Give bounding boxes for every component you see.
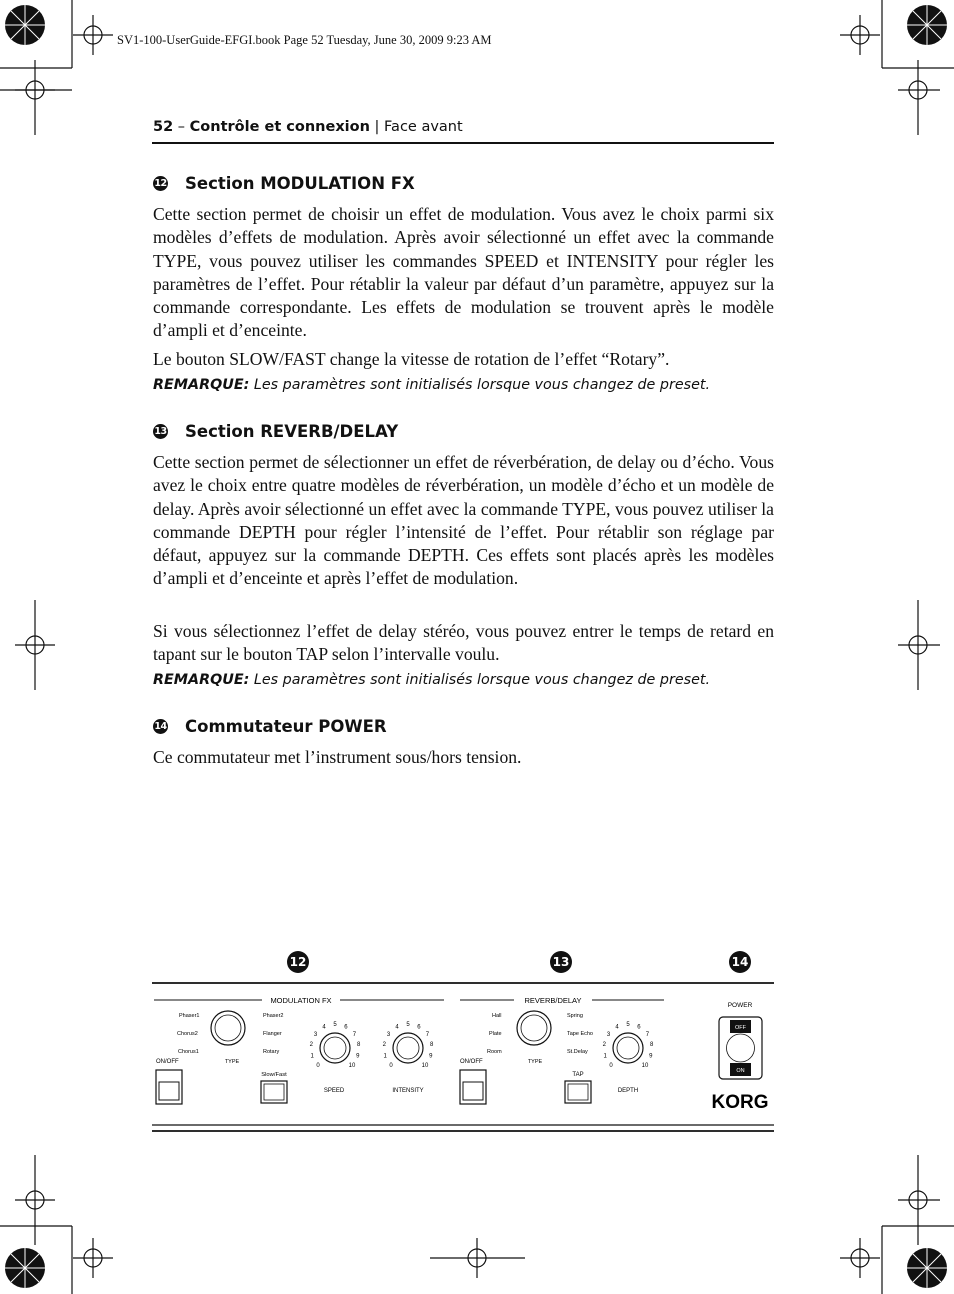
knob-scale-label: 0 <box>609 1063 613 1069</box>
header-dash: – <box>173 119 190 135</box>
section-title-reverb <box>153 422 398 441</box>
mod-type-option: Phaser2 <box>263 1013 284 1019</box>
callout-14: 14 <box>729 951 751 973</box>
knob-scale-label: 10 <box>348 1063 356 1069</box>
power-on-label: ON <box>736 1068 745 1074</box>
rev-type-option: Plate <box>489 1031 502 1037</box>
knob-scale-label: 3 <box>386 1031 391 1038</box>
knob-scale-label: 9 <box>649 1053 653 1060</box>
knob-scale-label: 3 <box>606 1031 611 1038</box>
knob-scale-label: 7 <box>645 1031 650 1038</box>
mod-onoff-switch <box>156 1070 182 1104</box>
knob-scale-label: 2 <box>382 1042 386 1049</box>
knob-scale-label: 9 <box>429 1053 433 1060</box>
front-panel-illustration <box>150 980 776 1140</box>
note-text: Les paramètres sont initialisés lorsque vous changez de preset. <box>249 377 711 393</box>
rev-type-option: Spring <box>567 1013 583 1019</box>
mod-type-option: Flanger <box>263 1031 282 1037</box>
modulation-paragraph-2: Le bouton SLOW/FAST change la vitesse de rotation de l’effet “Rotary”. <box>153 349 670 369</box>
rev-onoff-switch <box>460 1070 486 1104</box>
reverb-note <box>153 672 710 688</box>
power-off-label: OFF <box>735 1025 746 1031</box>
power-label: POWER <box>727 1002 753 1009</box>
rev-type-knob <box>517 1011 551 1045</box>
knob-scale-label: 3 <box>313 1031 318 1038</box>
depth-knob <box>613 1033 643 1063</box>
rev-type-option: Tape Echo <box>567 1031 593 1037</box>
power-paragraph: Ce commutateur met l’instrument sous/hors tension. <box>153 747 522 767</box>
knob-scale-label: 0 <box>389 1063 393 1069</box>
note-label: REMARQUE: <box>153 377 250 393</box>
knob-scale-label: 4 <box>395 1024 399 1031</box>
knob-scale-label: 1 <box>310 1053 314 1060</box>
knob-scale-label: 6 <box>344 1024 348 1031</box>
section-title-text: Section MODULATION FX <box>185 174 415 193</box>
mod-type-option: Chorus1 <box>178 1049 199 1055</box>
mod-fx-label: MODULATION FX <box>270 996 332 1005</box>
reverb-paragraph-1: Cette section permet de sélectionner un effet de réverbération, de delay ou d’écho. Vous avez le choix entre quatre modèles de réverbération, un modèle d’écho et un modèle de delay. Après avoir sélectionné un effet avec la commande TYPE, vous pouvez utiliser la commande DEPTH pour régler l’intensité de l’effet. Pour rétablir son réglage par défaut, appuyez sur la commande DEPTH. Ces effets sont placés après les modèles d’ampli et d’enceinte et après l’effet de modulation. <box>153 452 774 589</box>
speed-label: SPEED <box>323 1088 345 1094</box>
section-number-badge: 12 <box>154 178 167 189</box>
page-number: 52 <box>153 119 174 135</box>
note-text: Les paramètres sont initialisés lorsque vous changez de preset. <box>249 672 711 688</box>
knob-scale-label: 10 <box>421 1063 429 1069</box>
section-number-badge: 13 <box>154 426 167 437</box>
mod-type-option: Phaser1 <box>179 1013 200 1019</box>
reverb-paragraph-2: Si vous sélectionnez l’effet de delay stéréo, vous pouvez entrer le temps de retard en tapant sur le bouton TAP selon l’intervalle voulu. <box>153 621 774 665</box>
intensity-label: INTENSITY <box>392 1088 424 1094</box>
knob-scale-label: 2 <box>309 1042 313 1049</box>
mod-type-option: Rotary <box>263 1049 280 1055</box>
modulation-paragraph-1: Cette section permet de choisir un effet de modulation. Vous avez le choix parmi six modèles d’effets de modulation. Après avoir sélectionné un effet avec la commande TYPE, vous pouvez utiliser les commandes SPEED et INTENSITY pour régler les paramètres de l’effet. Pour rétablir la valeur par défaut d’un paramètre, appuyez sur la commande correspondante. Les effets de modulation se trouvent après le modèle d’ampli et d’enceinte. <box>153 204 774 341</box>
knob-scale-label: 0 <box>316 1063 320 1069</box>
rev-type-option: St.Delay <box>567 1049 588 1055</box>
knob-scale-label: 5 <box>333 1022 337 1028</box>
knob-scale-label: 7 <box>352 1031 357 1038</box>
knob-scale-label: 4 <box>615 1024 619 1031</box>
reverb-label: REVERB/DELAY <box>524 996 582 1005</box>
knob-scale-label: 9 <box>356 1053 360 1060</box>
knob-scale-label: 5 <box>406 1022 410 1028</box>
callout-12: 12 <box>287 951 309 973</box>
print-slug: SV1-100-UserGuide-EFGI.book Page 52 Tuesday, June 30, 2009 9:23 AM <box>117 33 492 47</box>
section-title-power <box>153 717 387 736</box>
knob-scale-label: 4 <box>322 1024 326 1031</box>
callout-13: 13 <box>550 951 572 973</box>
rev-onoff-label: ON/OFF <box>460 1059 483 1065</box>
header-subsection: Face avant <box>384 119 463 135</box>
speed-knob <box>320 1033 350 1063</box>
section-title-text: Section REVERB/DELAY <box>185 422 399 441</box>
knob-scale-label: 6 <box>417 1024 421 1031</box>
knob-scale-label: 8 <box>650 1042 654 1049</box>
slow-fast-label: Slow/Fast <box>261 1072 287 1078</box>
mod-type-knob <box>211 1011 245 1045</box>
knob-scale-label: 1 <box>383 1053 387 1060</box>
tap-label: TAP <box>572 1072 584 1078</box>
section-title-modulation <box>153 174 415 193</box>
note-label: REMARQUE: <box>153 672 250 688</box>
running-header <box>153 119 463 135</box>
intensity-knob <box>393 1033 423 1063</box>
knob-scale-label: 10 <box>641 1063 649 1069</box>
korg-logo: KORG <box>711 1092 769 1113</box>
knob-scale-label: 5 <box>626 1022 630 1028</box>
section-number-badge: 14 <box>154 721 167 732</box>
depth-label: DEPTH <box>617 1088 639 1094</box>
modulation-note <box>153 377 710 393</box>
section-title-text: Commutateur POWER <box>185 717 387 736</box>
knob-scale-label: 6 <box>637 1024 641 1031</box>
mod-type-label: TYPE <box>224 1059 240 1065</box>
header-rule <box>152 142 774 144</box>
mod-onoff-label: ON/OFF <box>156 1059 179 1065</box>
knob-scale-label: 8 <box>357 1042 361 1049</box>
header-section: Contrôle et connexion <box>189 119 370 135</box>
knob-scale-label: 2 <box>602 1042 606 1049</box>
rev-type-option: Room <box>487 1049 502 1055</box>
knob-scale-label: 7 <box>425 1031 430 1038</box>
header-separator: | <box>369 119 385 135</box>
knob-scale-label: 1 <box>603 1053 607 1060</box>
mod-type-option: Chorus2 <box>177 1031 198 1037</box>
rev-type-option: Hall <box>492 1013 502 1019</box>
knob-scale-label: 8 <box>430 1042 434 1049</box>
rev-type-label: TYPE <box>527 1059 543 1065</box>
